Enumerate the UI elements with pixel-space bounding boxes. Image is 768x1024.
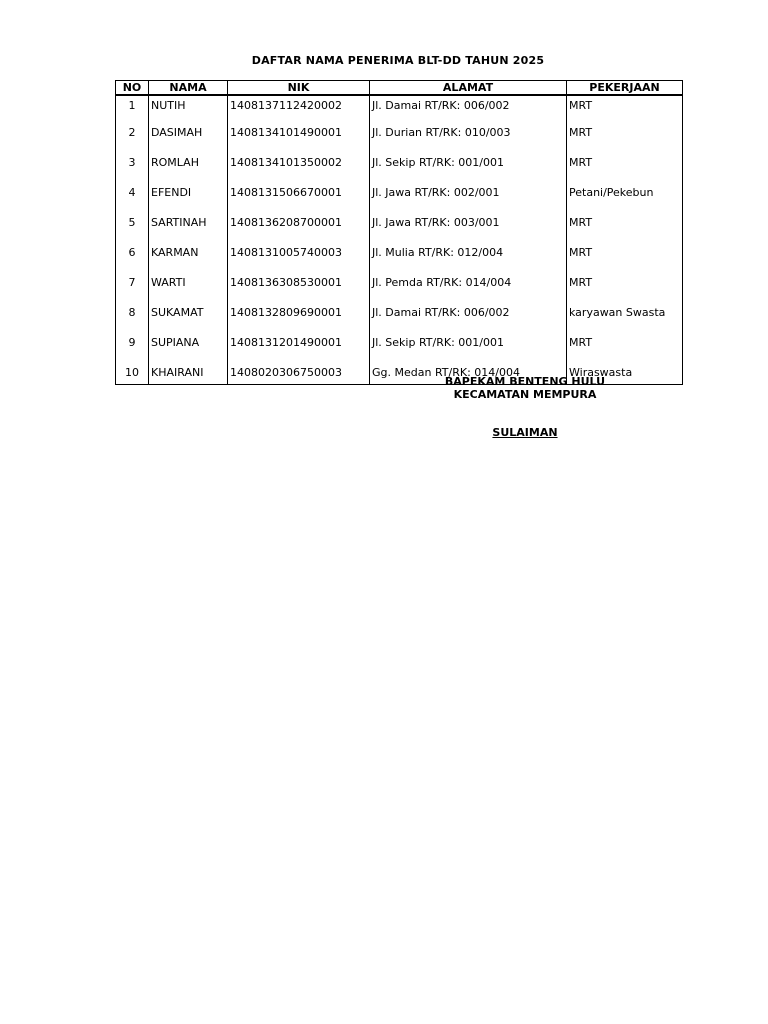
table-row (116, 301, 683, 331)
cell-nama: ROMLAH (149, 151, 228, 181)
cell-nama: WARTI (149, 271, 228, 301)
cell-pekerjaan: MRT (567, 271, 683, 301)
cell-nama: SUKAMAT (149, 301, 228, 331)
cell-nik: 1408131201490001 (228, 331, 370, 361)
cell-pekerjaan: Wiraswasta (567, 361, 683, 385)
cell-alamat: Jl. Jawa RT/RK: 003/001 (370, 211, 567, 241)
cell-no: 2 (116, 121, 149, 151)
cell-no: 10 (116, 361, 149, 385)
header-pekerjaan: PEKERJAAN (567, 81, 683, 96)
cell-pekerjaan: karyawan Swasta (567, 301, 683, 331)
table-header-row (116, 81, 683, 96)
table-row (116, 181, 683, 211)
header-no: NO (116, 81, 149, 96)
cell-alamat: Jl. Pemda RT/RK: 014/004 (370, 271, 567, 301)
cell-pekerjaan: MRT (567, 151, 683, 181)
cell-nama: KHAIRANI (149, 361, 228, 385)
cell-nik: 1408134101490001 (228, 121, 370, 151)
cell-alamat: Jl. Jawa RT/RK: 002/001 (370, 181, 567, 211)
cell-pekerjaan: MRT (567, 331, 683, 361)
table-row (116, 95, 683, 121)
page-title: DAFTAR NAMA PENERIMA BLT-DD TAHUN 2025 (251, 54, 545, 67)
cell-nik: 1408131506670001 (228, 181, 370, 211)
cell-nik: 1408134101350002 (228, 151, 370, 181)
cell-pekerjaan: MRT (567, 121, 683, 151)
cell-pekerjaan: MRT (567, 95, 683, 121)
cell-no: 8 (116, 301, 149, 331)
cell-nik: 1408132809690001 (228, 301, 370, 331)
signature-organization (395, 375, 655, 401)
table-row (116, 271, 683, 301)
cell-no: 3 (116, 151, 149, 181)
cell-nama: SUPIANA (149, 331, 228, 361)
cell-nama: KARMAN (149, 241, 228, 271)
signature-name: SULAIMAN (492, 426, 558, 439)
cell-alamat: Jl. Mulia RT/RK: 012/004 (370, 241, 567, 271)
signature-org-line1: BAPEKAM BENTENG HULU (444, 375, 606, 388)
cell-nama: NUTIH (149, 95, 228, 121)
cell-nik: 1408020306750003 (228, 361, 370, 385)
cell-pekerjaan: Petani/Pekebun (567, 181, 683, 211)
cell-no: 7 (116, 271, 149, 301)
cell-pekerjaan: MRT (567, 211, 683, 241)
cell-nik: 1408136208700001 (228, 211, 370, 241)
header-alamat: ALAMAT (370, 81, 567, 96)
cell-no: 1 (116, 95, 149, 121)
cell-no: 4 (116, 181, 149, 211)
cell-alamat: Gg. Medan RT/RK: 014/004 (370, 361, 567, 385)
cell-alamat: Jl. Sekip RT/RK: 001/001 (370, 331, 567, 361)
cell-nik: 1408131005740003 (228, 241, 370, 271)
signature-org-line2: KECAMATAN MEMPURA (453, 388, 597, 401)
cell-nama: SARTINAH (149, 211, 228, 241)
recipients-table (115, 80, 683, 385)
cell-alamat: Jl. Damai RT/RK: 006/002 (370, 95, 567, 121)
cell-alamat: Jl. Sekip RT/RK: 001/001 (370, 151, 567, 181)
cell-nik: 1408137112420002 (228, 95, 370, 121)
cell-no: 9 (116, 331, 149, 361)
table-row (116, 121, 683, 151)
header-nik: NIK (228, 81, 370, 96)
cell-pekerjaan: MRT (567, 241, 683, 271)
table-row (116, 151, 683, 181)
cell-nama: DASIMAH (149, 121, 228, 151)
table-row (116, 331, 683, 361)
cell-nik: 1408136308530001 (228, 271, 370, 301)
cell-no: 5 (116, 211, 149, 241)
table-row (116, 241, 683, 271)
cell-alamat: Jl. Durian RT/RK: 010/003 (370, 121, 567, 151)
table-row (116, 211, 683, 241)
cell-alamat: Jl. Damai RT/RK: 006/002 (370, 301, 567, 331)
cell-nama: EFENDI (149, 181, 228, 211)
header-nama: NAMA (149, 81, 228, 96)
cell-no: 6 (116, 241, 149, 271)
